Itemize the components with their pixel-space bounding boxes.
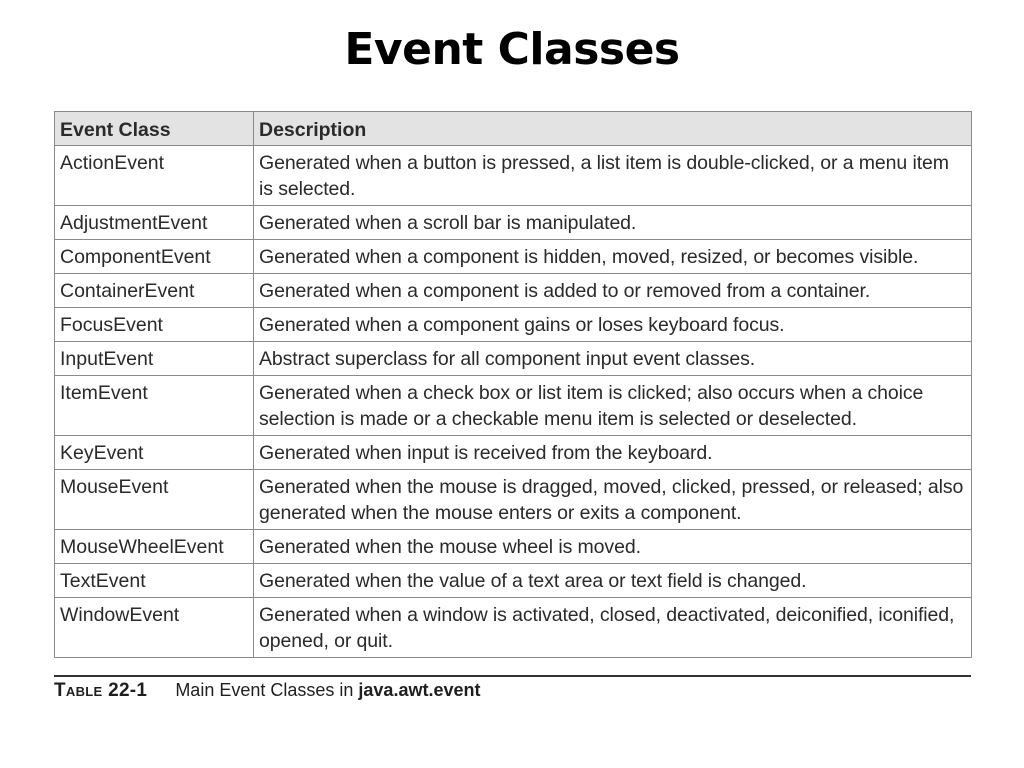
event-class-description: Generated when a check box or list item is clicked; also occurs when a choice selection is made or a checkable menu item is selected or deselected. [254, 376, 972, 436]
table-header-row [55, 112, 972, 146]
caption-divider [54, 675, 971, 677]
event-class-name: MouseEvent [55, 470, 254, 530]
caption-package: java.awt.event [358, 680, 481, 700]
event-classes-table [54, 111, 972, 658]
table-row [55, 598, 972, 658]
event-class-name: ContainerEvent [55, 274, 254, 308]
event-class-description: Generated when a button is pressed, a list item is double-clicked, or a menu item is selected. [254, 146, 972, 206]
header-event-class: Event Class [55, 112, 254, 146]
event-class-name: AdjustmentEvent [55, 206, 254, 240]
caption-text: Main Event Classes in [175, 680, 354, 700]
event-class-name: FocusEvent [55, 308, 254, 342]
table-row [55, 274, 972, 308]
table-row [55, 146, 972, 206]
slide-title: Event Classes [344, 24, 680, 75]
table-row [55, 564, 972, 598]
table-row [55, 470, 972, 530]
table-row [55, 436, 972, 470]
table-row [55, 376, 972, 436]
event-class-description: Generated when the value of a text area or text field is changed. [254, 564, 972, 598]
event-class-name: InputEvent [55, 342, 254, 376]
event-class-description: Generated when a scroll bar is manipulated. [254, 206, 972, 240]
event-class-description: Generated when a window is activated, closed, deactivated, deiconified, iconified, opened, or quit. [254, 598, 972, 658]
event-class-name: ComponentEvent [55, 240, 254, 274]
table-number-label: Table 22-1 [54, 680, 148, 701]
table-caption [54, 678, 480, 703]
event-class-description: Generated when a component is added to or removed from a container. [254, 274, 972, 308]
event-class-name: MouseWheelEvent [55, 530, 254, 564]
event-class-name: TextEvent [55, 564, 254, 598]
event-class-description: Abstract superclass for all component input event classes. [254, 342, 972, 376]
event-class-name: KeyEvent [55, 436, 254, 470]
table-row [55, 530, 972, 564]
event-class-name: ActionEvent [55, 146, 254, 206]
event-class-description: Generated when a component gains or loses keyboard focus. [254, 308, 972, 342]
event-class-description: Generated when the mouse wheel is moved. [254, 530, 972, 564]
event-class-name: ItemEvent [55, 376, 254, 436]
table-row [55, 308, 972, 342]
table-row [55, 240, 972, 274]
event-class-description: Generated when the mouse is dragged, moved, clicked, pressed, or released; also generated when the mouse enters or exits a component. [254, 470, 972, 530]
event-class-name: WindowEvent [55, 598, 254, 658]
event-class-description: Generated when input is received from the keyboard. [254, 436, 972, 470]
header-description: Description [254, 112, 972, 146]
event-class-description: Generated when a component is hidden, moved, resized, or becomes visible. [254, 240, 972, 274]
table-row [55, 342, 972, 376]
table-row [55, 206, 972, 240]
